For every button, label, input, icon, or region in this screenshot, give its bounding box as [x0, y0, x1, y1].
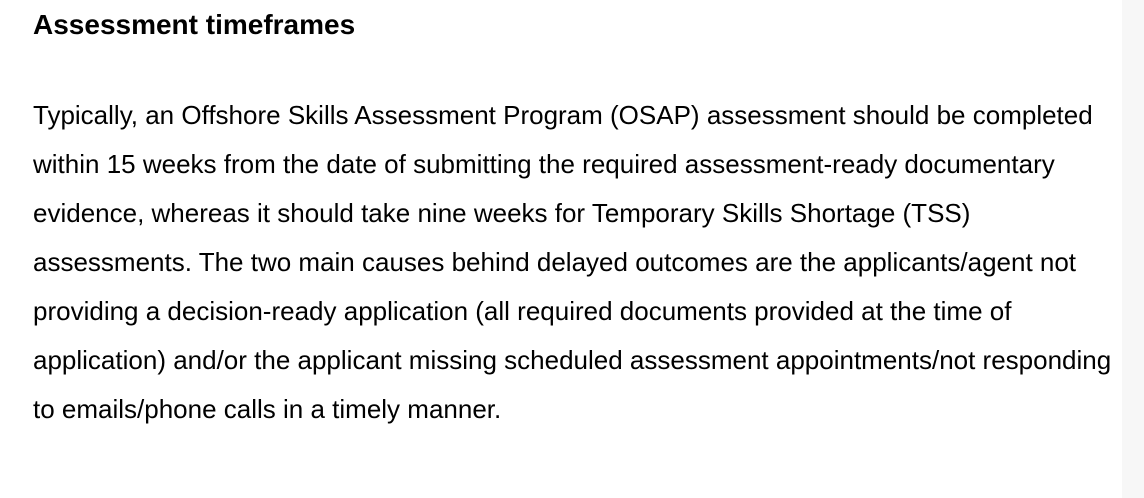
- scrollbar-gutter: [1122, 0, 1144, 498]
- section-heading: Assessment timeframes: [33, 9, 356, 40]
- section-paragraph: Typically, an Offshore Skills Assessment Program (OSAP) assessment should be completed within 15 weeks from the date of submitting the required assessment-ready documentary evidence, whereas it should take nine weeks for Temporary Skills Shortage (TSS) assessments. The two main causes behind delayed outcomes are the applicants/agent not providing a decision-ready application (all required documents provided at the time of application) and/or the applicant missing scheduled assessment appointments/not responding to emails/phone calls in a timely manner.: [33, 100, 1112, 424]
- content-section: [33, 0, 1118, 434]
